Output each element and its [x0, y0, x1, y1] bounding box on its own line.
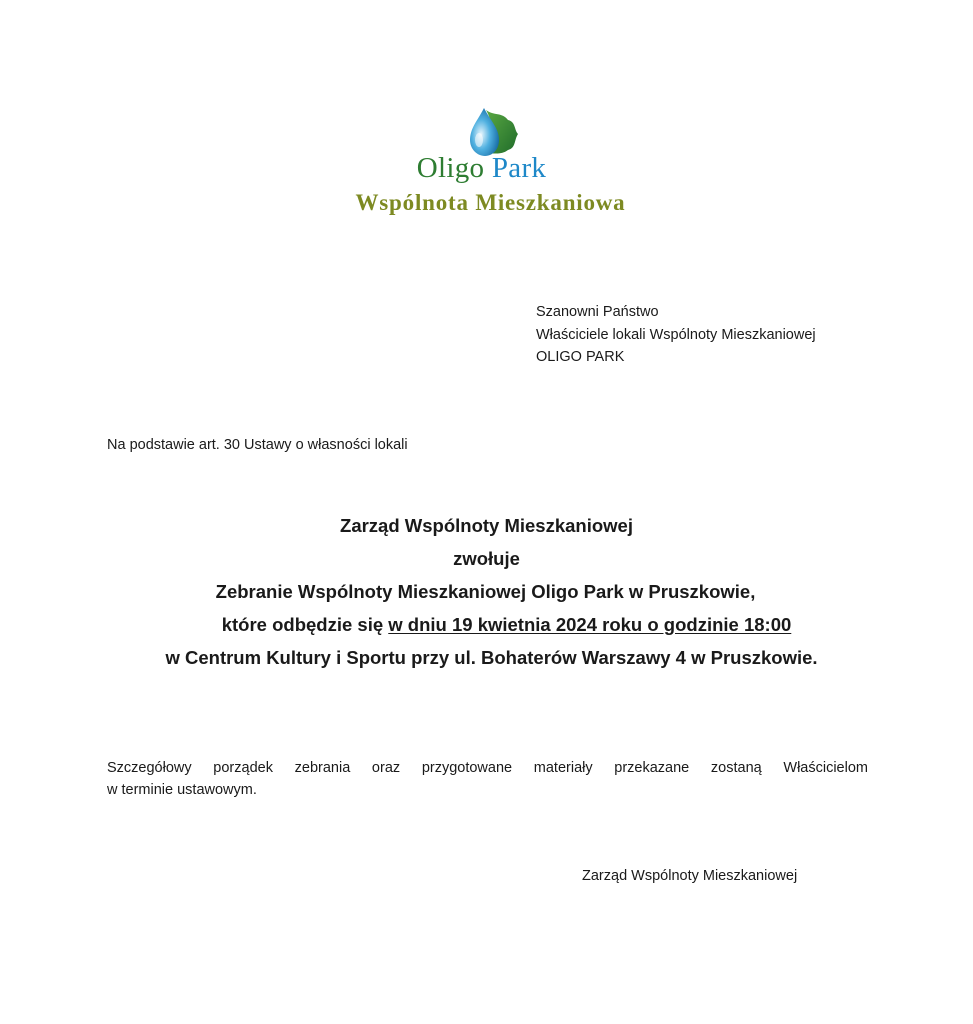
- legal-basis: Na podstawie art. 30 Ustawy o własności lokali: [107, 437, 408, 453]
- logo: [0, 100, 973, 230]
- logo-subtitle: Wspólnota Mieszkaniowa: [355, 190, 626, 215]
- announcement-meeting: Zebranie Wspólnoty Mieszkaniowej Oligo Park w Pruszkowie,: [215, 581, 756, 602]
- logo-name: [0, 152, 968, 185]
- water-drop-leaf-icon: [464, 106, 520, 158]
- logo-name-word1: Oligo: [416, 152, 485, 184]
- announcement-date-prefix: które odbędzie się: [221, 614, 389, 635]
- logo-name-word2: Park: [491, 152, 547, 184]
- announcement-location: w Centrum Kultury i Sportu przy ul. Bohaterów Warszawy 4 w Pruszkowie.: [165, 647, 818, 668]
- details-line1: Szczegółowy porządek zebrania oraz przygotowane materiały przekazane zostaną Właścicielom: [107, 760, 868, 776]
- signature: Zarząd Wspólnoty Mieszkaniowej: [582, 868, 798, 884]
- announcement-board: Zarząd Wspólnoty Mieszkaniowej: [340, 515, 633, 536]
- details-line2: w terminie ustawowym.: [107, 782, 257, 798]
- announcement-date-line: [40, 608, 973, 641]
- recipient-community: OLIGO PARK: [536, 349, 625, 365]
- recipient-greeting: Szanowni Państwo: [536, 304, 659, 320]
- announcement: [0, 509, 973, 674]
- recipient-owners: Właściciele lokali Wspólnoty Mieszkaniowej: [536, 326, 816, 343]
- details-paragraph: [107, 757, 868, 801]
- announcement-date: w dniu 19 kwietnia 2024 roku o godzinie 18:00: [388, 614, 792, 635]
- announcement-convenes: zwołuje: [453, 548, 520, 569]
- recipient-block: [536, 301, 816, 369]
